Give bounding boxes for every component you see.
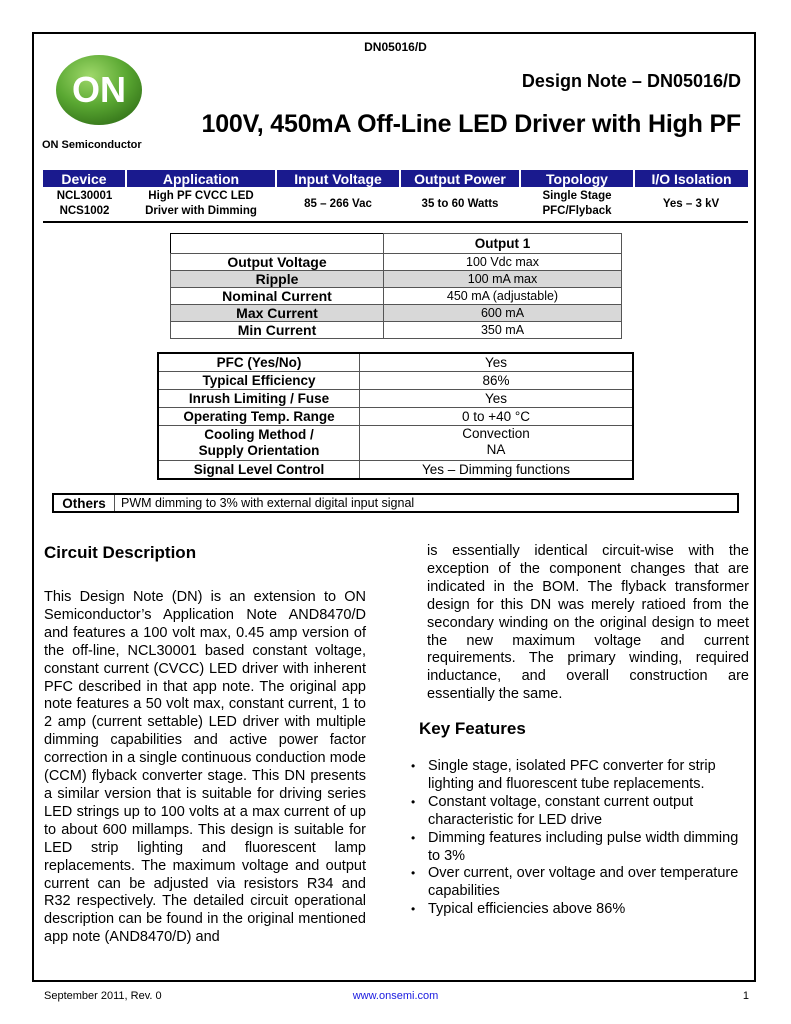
table-row: Min Current 350 mA (171, 322, 622, 339)
footer-date: September 2011, Rev. 0 (44, 990, 162, 1002)
header-isolation: I/O Isolation (634, 170, 748, 187)
circuit-description-right: is essentially identical circuit-wise with the exception of the component changes that are indicated in the BOM. The flyback transformer design for this DN was merely ratioed from the secondary winding on the original design to meet the new maximum voltage and current requirements. The primary winding, required inductance, and overall construction are essentially the same. (427, 543, 749, 703)
design-note-label: Design Note – DN05016/D (521, 71, 741, 91)
others-box (52, 493, 739, 513)
list-item: • Single stage, isolated PFC converter for strip lighting and fluorescent tube replacements. (418, 758, 748, 794)
table-row: Signal Level Control Yes – Dimming functions (158, 461, 633, 480)
header-topology: Topology (520, 170, 634, 187)
others-value: PWM dimming to 3% with external digital input signal (121, 496, 415, 510)
spec-table-row (43, 187, 748, 222)
header-application: Application (126, 170, 276, 187)
list-item: • Constant voltage, constant current output characteristic for LED drive (418, 794, 748, 830)
table-row: Inrush Limiting / Fuse Yes (158, 390, 633, 408)
table-row: Cooling Method / Supply Orientation Convection NA (158, 426, 633, 461)
footer-link[interactable]: www.onsemi.com (352, 990, 439, 1002)
table-row: Ripple 100 mA max (171, 271, 622, 288)
company-name: ON Semiconductor (42, 139, 142, 151)
header-output-power: Output Power (400, 170, 520, 187)
doc-id: DN05016/D (364, 40, 427, 54)
table-row: Output Voltage 100 Vdc max (171, 254, 622, 271)
cell-device: NCL30001 NCS1002 (56, 190, 113, 217)
table-row: Nominal Current 450 mA (adjustable) (171, 288, 622, 305)
key-features-list (418, 758, 748, 919)
cell-output-power: 35 to 60 Watts (421, 197, 499, 210)
key-features-heading: Key Features (419, 719, 526, 738)
table-row: PFC (Yes/No) Yes (158, 353, 633, 372)
on-semiconductor-logo (55, 54, 143, 126)
spec-table-header (43, 170, 748, 187)
list-item: • Dimming features including pulse width dimming to 3% (418, 830, 748, 866)
page-number: 1 (742, 990, 749, 1002)
cell-topology: Single Stage PFC/Flyback (542, 190, 612, 217)
table-row: Typical Efficiency 86% (158, 372, 633, 390)
header-device: Device (43, 170, 126, 187)
table-row: Operating Temp. Range 0 to +40 °C (158, 408, 633, 426)
others-label: Others (54, 495, 115, 511)
list-item: • Typical efficiencies above 86% (418, 901, 748, 919)
cell-input-voltage: 85 – 266 Vac (304, 197, 372, 210)
page-title: 100V, 450mA Off-Line LED Driver with High PF (201, 110, 741, 138)
logo-text: ON (72, 69, 126, 110)
output-table (170, 233, 622, 339)
table-row: Max Current 600 mA (171, 305, 622, 322)
cell-application: High PF CVCC LED Driver with Dimming (145, 190, 257, 217)
features-table (157, 352, 634, 480)
spec-table (43, 170, 748, 223)
header-input-voltage: Input Voltage (276, 170, 400, 187)
circuit-description-heading: Circuit Description (44, 543, 197, 562)
list-item: • Over current, over voltage and over temperature capabilities (418, 865, 748, 901)
output-header: Output 1 (384, 234, 622, 254)
circuit-description-left: This Design Note (DN) is an extension to ON Semiconductor’s Application Note AND8470/D and features a 100 volt max, 0.45 amp version of the off-line, NCL30001 based constant voltage, constant current (CVCC) LED driver with inherent PFC described in that app note. The original app note features a 50 volt max, constant current, 1 to 2 amp (current settable) LED driver with multiple dimming capabilities and active power factor correction in a single continuous conduction mode (CCM) flyback converter stage. This DN presents a similar version that is suitable for driving series LED strings up to 100 volts at a max current of up to about 600 millamps. This design is suitable for LED strip lighting and fluorescent lamp replacements. The maximum voltage and output current can be adjusted via resistors R34 and R32 respectively. The detailed circuit operational description can be found in the original mentioned app note (AND8470/D) and (44, 589, 366, 946)
cell-isolation: Yes – 3 kV (662, 197, 720, 210)
